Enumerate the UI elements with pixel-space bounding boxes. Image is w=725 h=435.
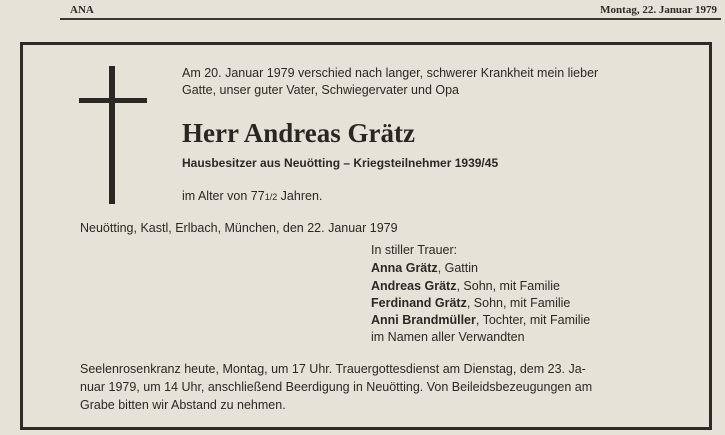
intro-line-1: Am 20. Januar 1979 verschied nach langer, schwerer Krankheit mein lieber — [182, 66, 599, 80]
intro-line-2: Gatte, unser guter Vater, Schwiegervater und Opa — [182, 83, 460, 97]
mourner-name: Anni Brandmüller — [371, 313, 476, 327]
header-rule — [60, 18, 721, 20]
mourning-intro: In stiller Trauer: — [371, 243, 458, 257]
closing-line-2: nuar 1979, um 14 Uhr, anschließend Beerdigung in Neuötting. Von Beileidsbezeugungen am — [80, 380, 593, 394]
mourner-item — [371, 261, 478, 276]
age-fraction: 1/2 — [264, 192, 278, 202]
closing-line-1: Seelenrosenkranz heute, Montag, um 17 Uhr. Trauergottesdienst am Dienstag, dem 23. Ja- — [80, 362, 586, 376]
relatives-line: im Namen aller Verwandten — [371, 330, 525, 344]
mourner-item — [371, 313, 590, 328]
mourner-relation: , Tochter, mit Familie — [475, 313, 591, 327]
newspaper-section-label: ANA — [70, 4, 94, 16]
age-line — [182, 189, 322, 205]
mourner-relation: , Sohn, mit Familie — [456, 279, 560, 293]
place-date-line: Neuötting, Kastl, Erlbach, München, den 22. Januar 1979 — [80, 221, 398, 235]
mourner-relation: , Sohn, mit Familie — [466, 296, 571, 310]
mourner-name: Anna Grätz — [371, 261, 438, 275]
mourner-name: Ferdinand Grätz — [371, 296, 467, 310]
mourner-item — [371, 296, 570, 311]
deceased-name: Herr Andreas Grätz — [182, 118, 415, 148]
cross-icon-bar — [79, 98, 147, 103]
age-prefix: im Alter von 77 — [182, 189, 265, 203]
closing-line-3: Grabe bitten wir Abstand zu nehmen. — [80, 398, 286, 412]
mourner-relation: , Gattin — [437, 261, 478, 275]
cross-icon — [109, 66, 115, 204]
mourner-item — [371, 279, 560, 294]
newspaper-date: Montag, 22. Januar 1979 — [600, 4, 717, 16]
deceased-subtitle: Hausbesitzer aus Neuötting – Kriegsteilnehmer 1939/45 — [182, 156, 499, 170]
mourner-name: Andreas Grätz — [371, 279, 457, 293]
age-suffix: Jahren. — [277, 189, 323, 203]
